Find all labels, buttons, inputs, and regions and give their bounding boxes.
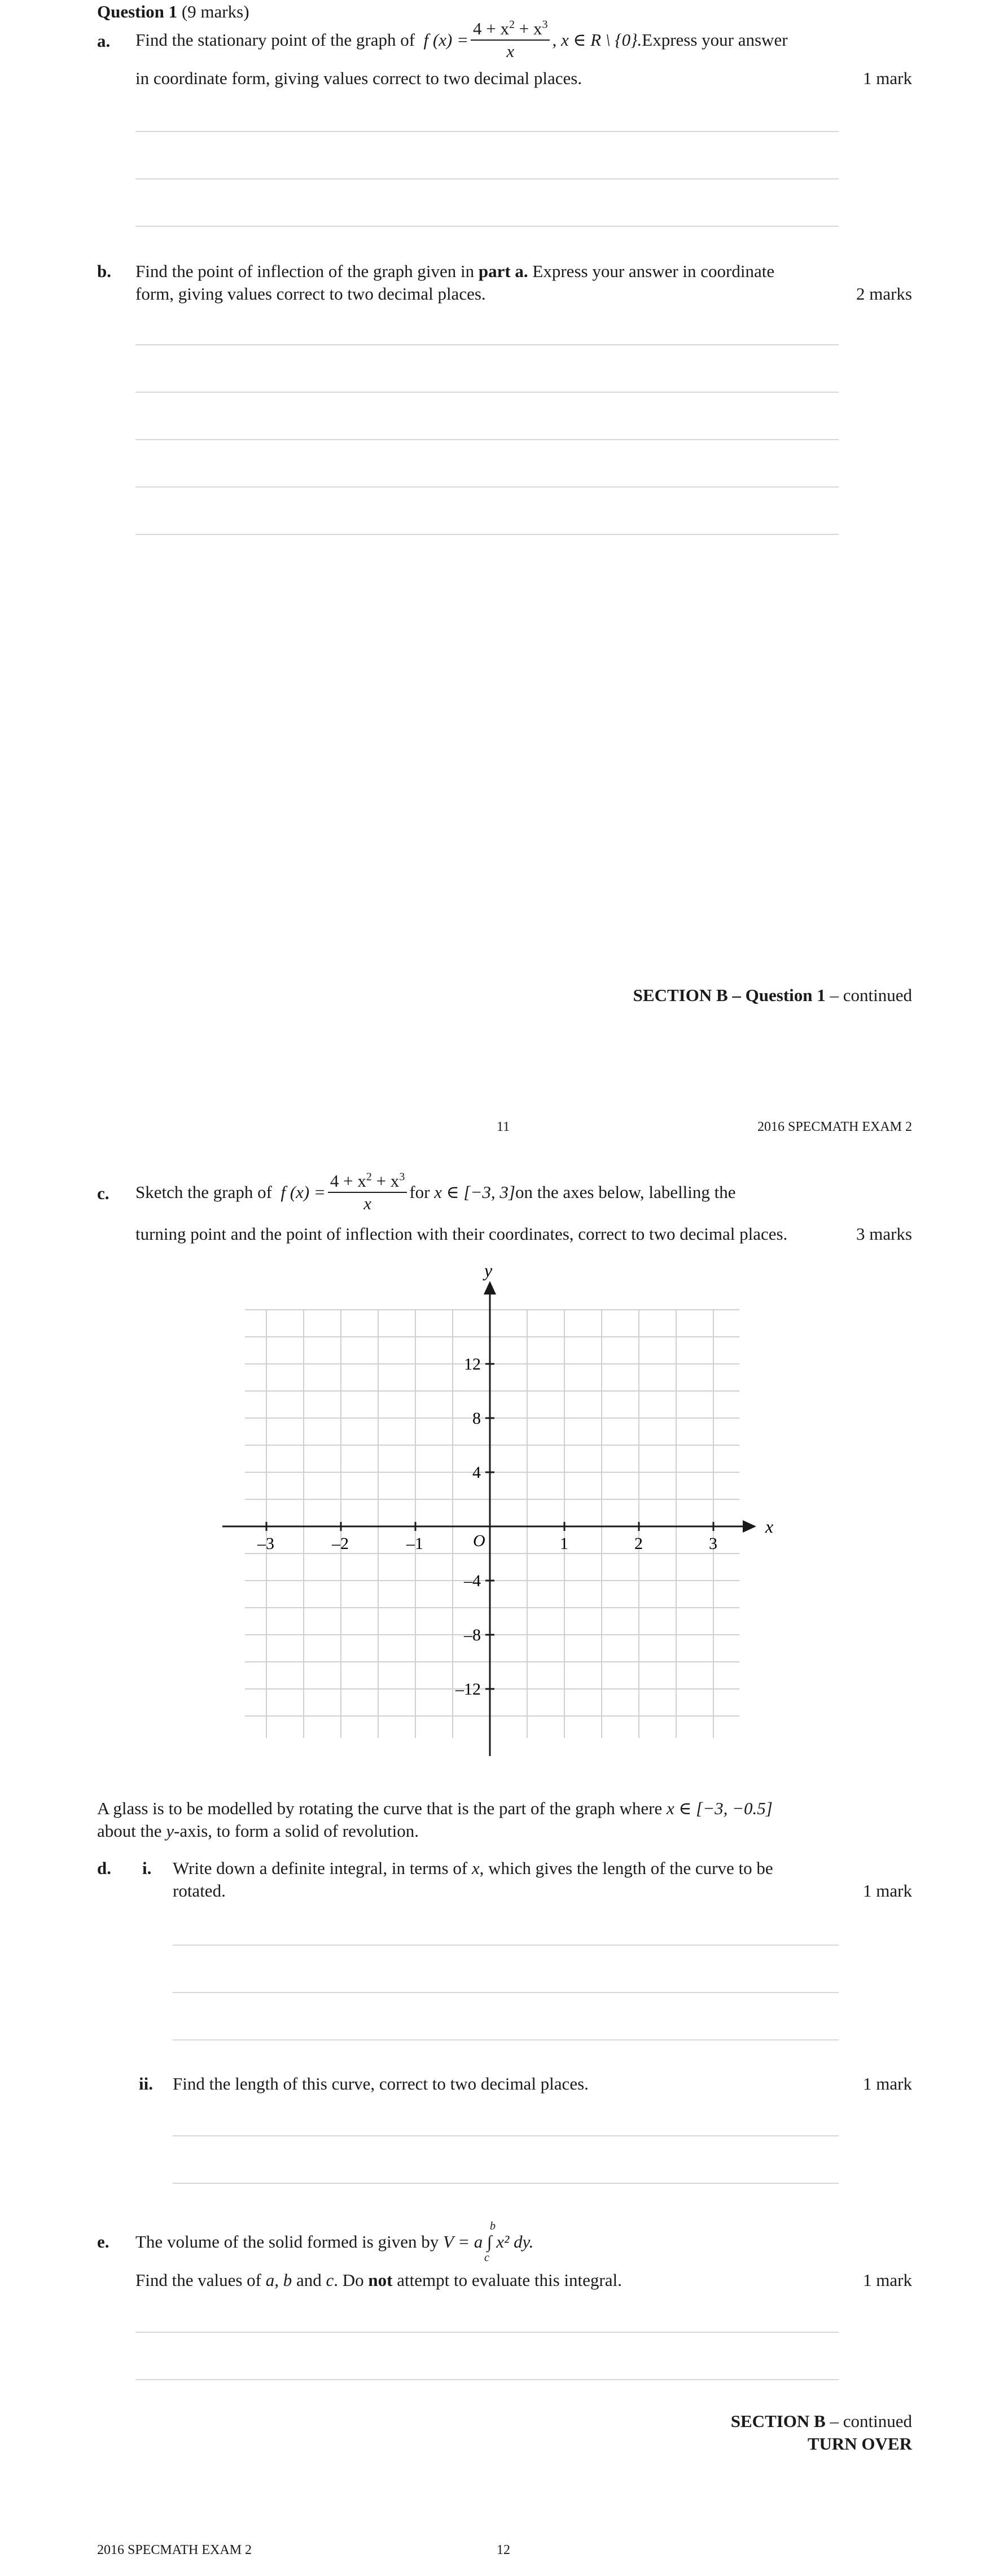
part-d-i-line2: rotated.: [173, 1881, 226, 1901]
answer-line[interactable]: [173, 1945, 839, 1946]
part-a-text-after: Express your answer: [642, 30, 788, 50]
part-d-i-marks: 1 mark: [863, 1881, 912, 1901]
y-tick-label: 8: [472, 1409, 481, 1428]
section-continued: SECTION B – continued: [730, 2411, 912, 2431]
y-axis-label: y: [484, 1264, 493, 1280]
part-a-fn-lhs: f (x) =: [423, 30, 468, 50]
y-tick-label: –4: [464, 1572, 481, 1590]
part-a-label: a.: [97, 31, 111, 51]
exam-name: 2016 SPECMATH EXAM 2: [97, 2543, 252, 2557]
answer-line[interactable]: [135, 178, 839, 179]
y-tick-label: –12: [455, 1680, 481, 1699]
question-title: Question 1: [97, 2, 178, 21]
part-a-domain: , x ∈ R \ {0}.: [552, 30, 642, 50]
section-continued: SECTION B – Question 1 – continued: [633, 985, 912, 1005]
sketch-axes-graph[interactable]: [214, 1264, 790, 1761]
origin-label: O: [473, 1531, 485, 1550]
part-a-text: Find the stationary point of the graph of: [135, 30, 415, 50]
part-c-fraction: $\frac{4 + x^2 + x^3}{x}$: [328, 1171, 407, 1213]
answer-line[interactable]: [135, 2379, 839, 2380]
answer-line[interactable]: [173, 2135, 839, 2136]
answer-line[interactable]: [135, 131, 839, 132]
page-number: 11: [497, 1120, 510, 1134]
part-a-fraction: $\frac{4 + x^2 + x^3}{x}$: [471, 19, 550, 61]
x-tick-label: 1: [560, 1534, 568, 1553]
turn-over: TURN OVER: [807, 2434, 912, 2454]
answer-line[interactable]: [173, 2039, 839, 2040]
answer-line[interactable]: [135, 2332, 839, 2333]
glass-text-line2: about the y-axis, to form a solid of revolution.: [97, 1821, 419, 1841]
integral-lower-limit: c: [484, 2252, 489, 2264]
x-tick-label: –2: [332, 1534, 349, 1553]
x-tick-label: 2: [634, 1534, 643, 1553]
exam-name: 2016 SPECMATH EXAM 2: [757, 1120, 912, 1134]
glass-text-line1: A glass is to be modelled by rotating the curve that is the part of the graph where x ∈ [−3, −0.5]: [97, 1798, 773, 1818]
part-a-line2: in coordinate form, giving values correct to two decimal places.: [135, 68, 582, 88]
x-tick-label: –3: [257, 1534, 274, 1553]
answer-line[interactable]: [135, 344, 839, 345]
part-b-marks: 2 marks: [856, 284, 912, 304]
part-b-line2: form, giving values correct to two decimal places.: [135, 284, 486, 304]
part-c-line2: turning point and the point of inflection with their coordinates, correct to two decimal places.: [135, 1224, 788, 1244]
part-c-marks: 3 marks: [856, 1224, 912, 1244]
answer-line[interactable]: [135, 486, 839, 488]
part-a-marks: 1 mark: [863, 68, 912, 88]
part-c-question: Sketch the graph of f (x) = $\frac{4 + x^2 + x^3}{x}$ for x ∈ [−3, 3] on the axes below, labelling the: [135, 1170, 736, 1213]
part-c-label: c.: [97, 1183, 109, 1203]
part-e-label: e.: [97, 2232, 109, 2252]
part-d-label: d.: [97, 1858, 111, 1878]
part-d-i-line1: Write down a definite integral, in terms of x, which gives the length of the curve to be: [173, 1858, 773, 1878]
part-d-ii-label: ii.: [139, 2074, 153, 2094]
x-axis-label: x: [765, 1516, 774, 1537]
answer-line[interactable]: [135, 392, 839, 393]
x-tick-label: 3: [709, 1534, 717, 1553]
axes: [222, 1292, 745, 1756]
x-tick-label: –1: [406, 1534, 423, 1553]
answer-line[interactable]: [135, 226, 839, 227]
answer-line[interactable]: [135, 439, 839, 440]
y-tick-label: 12: [464, 1355, 481, 1373]
part-b-line1: Find the point of inflection of the graph given in part a. Express your answer in coordinate: [135, 261, 775, 281]
answer-line[interactable]: [173, 1992, 839, 1993]
grid-lines: [245, 1309, 739, 1738]
x-axis-arrow: [743, 1520, 756, 1533]
part-d-ii-marks: 1 mark: [863, 2074, 912, 2094]
part-e-line2: Find the values of a, b and c. Do not attempt to evaluate this integral.: [135, 2270, 622, 2290]
part-a-question: [135, 15, 788, 65]
part-e-line1: The volume of the solid formed is given by V = a ∫ x² dy.: [135, 2232, 534, 2252]
y-tick-label: –8: [464, 1626, 481, 1644]
integral-upper-limit: b: [490, 2220, 496, 2232]
y-axis-arrow: [484, 1281, 496, 1294]
answer-line[interactable]: [173, 2183, 839, 2184]
answer-line[interactable]: [135, 534, 839, 535]
question-marks: (9 marks): [181, 2, 249, 21]
part-d-ii-text: Find the length of this curve, correct to two decimal places.: [173, 2074, 589, 2094]
part-d-i-label: i.: [142, 1858, 152, 1878]
part-e-marks: 1 mark: [863, 2270, 912, 2290]
part-b-label: b.: [97, 261, 111, 281]
y-tick-label: 4: [472, 1463, 481, 1482]
page-number: 12: [497, 2543, 510, 2557]
